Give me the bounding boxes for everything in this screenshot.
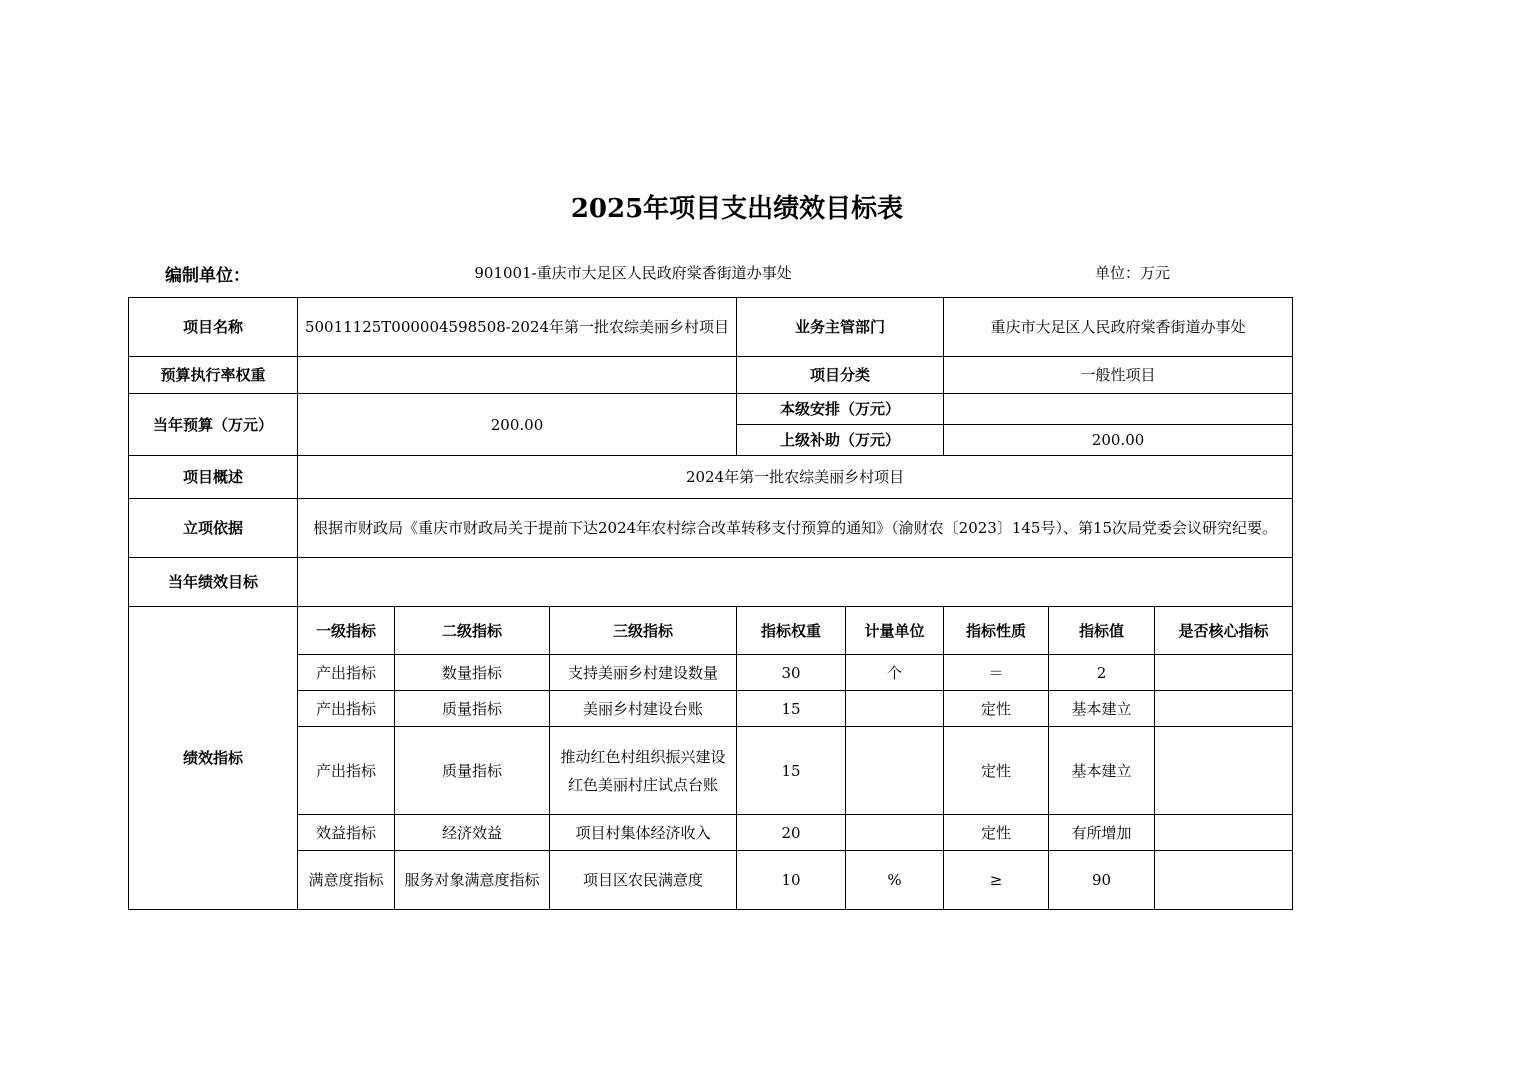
level2-cell: 质量指标 xyxy=(395,691,550,727)
header-nature: 指标性质 xyxy=(944,607,1049,655)
table-row xyxy=(129,815,1293,851)
level1-cell: 效益指标 xyxy=(298,815,395,851)
unit-cell: 个 xyxy=(846,655,944,691)
level1-cell: 满意度指标 xyxy=(298,851,395,910)
weight-cell: 30 xyxy=(737,655,846,691)
weight-cell: 20 xyxy=(737,815,846,851)
core-cell xyxy=(1155,815,1293,851)
level2-cell: 质量指标 xyxy=(395,727,550,815)
overview-value: 2024年第一批农综美丽乡村项目 xyxy=(298,456,1293,499)
overview-label: 项目概述 xyxy=(129,456,298,499)
core-cell xyxy=(1155,851,1293,910)
weight-label: 预算执行率权重 xyxy=(129,357,298,394)
local-value xyxy=(944,394,1293,425)
header-unit: 计量单位 xyxy=(846,607,944,655)
unit-cell xyxy=(846,691,944,727)
core-cell xyxy=(1155,655,1293,691)
level3-cell: 支持美丽乡村建设数量 xyxy=(550,655,737,691)
header-weight: 指标权重 xyxy=(737,607,846,655)
dept-label: 业务主管部门 xyxy=(737,298,944,357)
unit-label: 单位：万元 xyxy=(1095,264,1171,282)
unit-cell: % xyxy=(846,851,944,910)
indicators-label: 绩效指标 xyxy=(129,607,298,910)
page-title: 2025年项目支出绩效目标表 xyxy=(570,194,904,224)
org-value: 901001-重庆市大足区人民政府棠香街道办事处 xyxy=(474,264,792,282)
level1-cell: 产出指标 xyxy=(298,655,395,691)
core-cell xyxy=(1155,727,1293,815)
upper-label: 上级补助（万元） xyxy=(737,425,944,456)
table-row xyxy=(129,851,1293,910)
core-cell xyxy=(1155,691,1293,727)
table-row xyxy=(129,691,1293,727)
weight-value xyxy=(298,357,737,394)
value-cell: 有所增加 xyxy=(1049,815,1155,851)
goal-label: 当年绩效目标 xyxy=(129,558,298,607)
dept-value: 重庆市大足区人民政府棠香街道办事处 xyxy=(944,298,1293,357)
level1-cell: 产出指标 xyxy=(298,727,395,815)
level1-cell: 产出指标 xyxy=(298,691,395,727)
project-name-value: 50011125T000004598508-2024年第一批农综美丽乡村项目 xyxy=(298,298,737,357)
budget-label: 当年预算（万元） xyxy=(129,394,298,456)
table-row xyxy=(129,655,1293,691)
goal-value xyxy=(298,558,1293,607)
header-level3: 三级指标 xyxy=(550,607,737,655)
weight-cell: 15 xyxy=(737,691,846,727)
value-cell: 基本建立 xyxy=(1049,691,1155,727)
category-value: 一般性项目 xyxy=(944,357,1293,394)
performance-table xyxy=(128,297,1293,910)
value-cell: 2 xyxy=(1049,655,1155,691)
header-core: 是否核心指标 xyxy=(1155,607,1293,655)
header-level2: 二级指标 xyxy=(395,607,550,655)
nature-cell: 定性 xyxy=(944,727,1049,815)
level3-cell: 美丽乡村建设台账 xyxy=(550,691,737,727)
level3-cell: 项目村集体经济收入 xyxy=(550,815,737,851)
basis-value: 根据市财政局《重庆市财政局关于提前下达2024年农村综合改革转移支付预算的通知》（渝财农〔2023〕145号）、第15次局党委会议研究纪要。 xyxy=(298,499,1293,558)
nature-cell: 定性 xyxy=(944,815,1049,851)
nature-cell: ＝ xyxy=(944,655,1049,691)
weight-cell: 15 xyxy=(737,727,846,815)
nature-cell: ≥ xyxy=(944,851,1049,910)
basis-label: 立项依据 xyxy=(129,499,298,558)
nature-cell: 定性 xyxy=(944,691,1049,727)
value-cell: 90 xyxy=(1049,851,1155,910)
unit-cell xyxy=(846,815,944,851)
level3-cell: 项目区农民满意度 xyxy=(550,851,737,910)
project-name-label: 项目名称 xyxy=(129,298,298,357)
upper-value: 200.00 xyxy=(944,425,1293,456)
level3-cell: 推动红色村组织振兴建设红色美丽村庄试点台账 xyxy=(550,727,737,815)
local-label: 本级安排（万元） xyxy=(737,394,944,425)
header-value: 指标值 xyxy=(1049,607,1155,655)
unit-cell xyxy=(846,727,944,815)
budget-value: 200.00 xyxy=(298,394,737,456)
table-row xyxy=(129,727,1293,815)
level2-cell: 经济效益 xyxy=(395,815,550,851)
level2-cell: 数量指标 xyxy=(395,655,550,691)
weight-cell: 10 xyxy=(737,851,846,910)
org-label: 编制单位： xyxy=(165,266,250,286)
header-level1: 一级指标 xyxy=(298,607,395,655)
level2-cell: 服务对象满意度指标 xyxy=(395,851,550,910)
category-label: 项目分类 xyxy=(737,357,944,394)
value-cell: 基本建立 xyxy=(1049,727,1155,815)
